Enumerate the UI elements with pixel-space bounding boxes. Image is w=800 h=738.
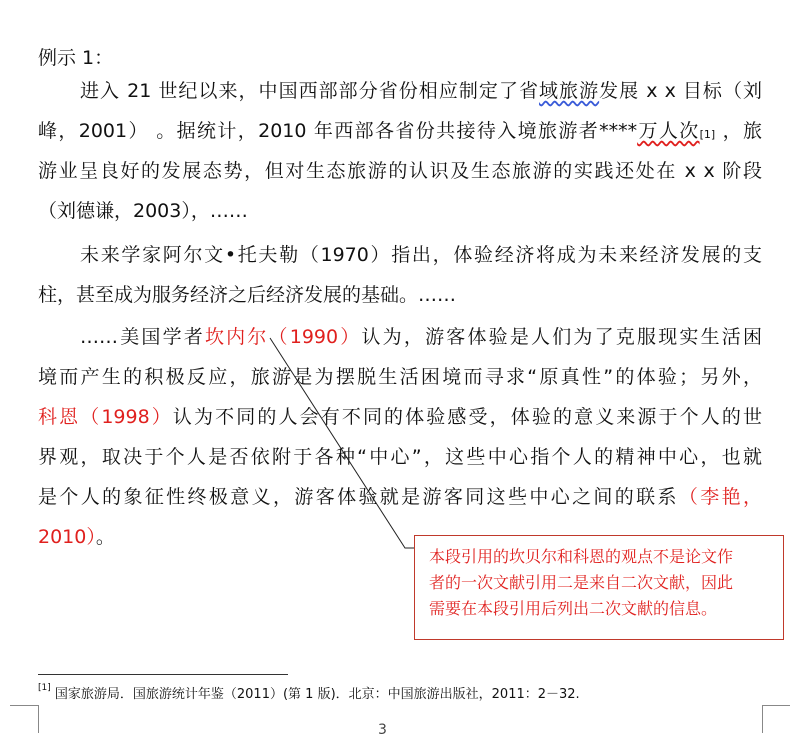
text-run: ……美国学者 [80, 326, 205, 348]
text-run: 是个人的象征性终极意义，游客体验就是游客同这些中心之间的联系 [38, 486, 679, 508]
highlighted-citation: 科恩（1998） [38, 406, 173, 428]
paragraph-3-line-5 [38, 477, 762, 517]
highlighted-citation: 2010） [38, 526, 96, 548]
paragraph-1-line-1 [38, 71, 762, 111]
page-corner-mark-left [10, 705, 39, 733]
callout-line: 需要在本段引用后列出二次文献的信息。 [429, 599, 718, 618]
spellcheck-underlined-text: 域旅游 [539, 80, 600, 102]
paragraph-2-line-1: 未来学家阿尔文•托夫勒（1970）指出，体验经济将成为未来经济发展的支 [80, 244, 762, 266]
page-corner-mark-right [762, 705, 791, 733]
callout-line: 者的一次文献引用二是来自二次文献，因此 [429, 573, 734, 592]
page-number: 3 [378, 722, 387, 738]
footnote-separator [38, 674, 288, 675]
paragraph-3-line-3 [38, 397, 762, 437]
text-run: 。 [95, 526, 115, 548]
paragraph-1 [38, 71, 762, 231]
footnote-marker: [1] [38, 683, 51, 693]
paragraph-1-line-3: 游业呈良好的发展态势，但对生态旅游的认识及生态旅游的实践还处在 x x 阶段 [38, 160, 762, 182]
text-run: ，旅 [715, 120, 762, 142]
text-run: 认为不同的人会有不同的体验感受，体验的意义来源于个人的世 [172, 406, 762, 428]
example-title: 例示 1： [38, 47, 114, 69]
paragraph-1-line-2 [38, 111, 762, 151]
spellcheck-underlined-text: 万人次 [637, 120, 700, 142]
paragraph-3-line-4: 界观，取决于个人是否依附于各种“中心”，这些中心指个人的精神中心，也就 [38, 446, 762, 468]
footnote-reference[interactable]: [1] [699, 128, 716, 141]
text-run: 峰，2001） 。据统计，2010 年西部各省份共接待入境旅游者**** [38, 120, 638, 142]
paragraph-2-line-2: 柱，甚至成为服务经济之后经济发展的基础。…… [38, 284, 457, 306]
paragraph-3-line-1 [38, 317, 762, 357]
footnote [38, 683, 580, 702]
text-run: 认为，游客体验是人们为了克服现实生活困 [361, 326, 762, 348]
paragraph-3-line-2: 境而产生的积极反应，旅游是为摆脱生活困境而寻求“原真性”的体验；另外， [38, 366, 762, 388]
text-run: 发展 x x 目标（刘 [599, 80, 762, 102]
paragraph-3 [38, 317, 762, 557]
footnote-text: 国家旅游局．国旅游统计年鉴（2011）(第 1 版)．北京：中国旅游出版社，2011：2－32. [50, 687, 580, 702]
highlighted-citation: 坎内尔（1990） [204, 326, 362, 348]
callout-line: 本段引用的坎贝尔和科恩的观点不是论文作 [429, 547, 734, 566]
annotation-callout-box[interactable] [414, 535, 784, 640]
text-run: 进入 21 世纪以来，中国西部部分省份相应制定了省 [80, 80, 540, 102]
paragraph-2 [38, 235, 762, 315]
highlighted-citation: （李艳， [678, 486, 762, 508]
paragraph-1-line-4: （刘德谦，2003），…… [38, 200, 248, 222]
